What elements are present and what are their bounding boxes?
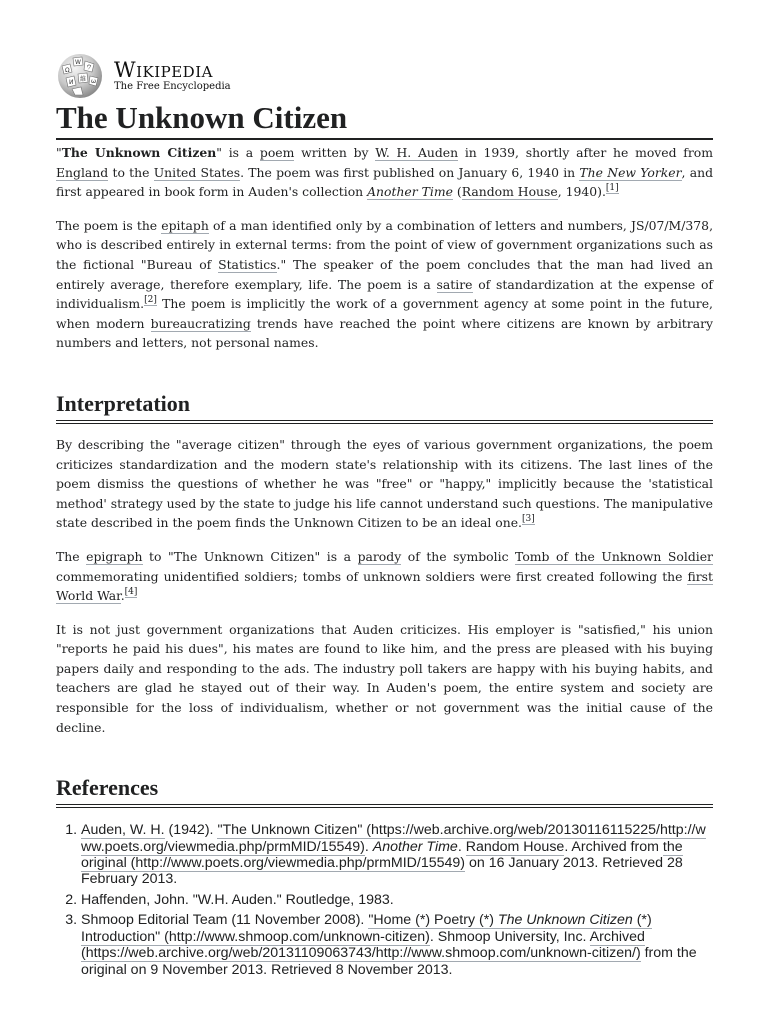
globe-glyph: 維 [80, 76, 87, 83]
ref3-shmoop-link[interactable]: "Home (*) Poetry (*) The Unknown Citizen (*) Introduction" (http://www.shmoop.com/unknown-citizen) [81, 912, 652, 945]
link-statistics[interactable]: Statistics [218, 256, 277, 272]
link-random-house[interactable]: Random House [461, 184, 558, 200]
ref3-archived-link[interactable]: Archived (https://web.archive.org/web/20131109063743/http://www.shmoop.com/unknown-citizen/) [81, 928, 645, 962]
globe-glyph: И [69, 79, 74, 86]
site-name: Wikipedia [114, 58, 213, 82]
link-parody[interactable]: parody [357, 548, 402, 564]
wikipedia-globe-logo [56, 52, 104, 100]
link-auden[interactable]: W. H. Auden [375, 145, 459, 160]
link-first-world-war[interactable]: first World War [56, 568, 713, 604]
reference-item: 1. Auden, W. H. (1942). "The Unknown Citizen" (https://web.archive.org/web/20130116115225/http://www.poets.org/viewmedia.php/prmMID/15549). Another Time. Random House. Archived from the original (http://www.poets.org/viewmedia.php/prmMID/15549) on 16 January 2013. Retrieved 28 February 2013. [81, 822, 713, 888]
heading-interpretation: Interpretation [56, 391, 713, 424]
ref1-original-link[interactable]: the original (http://www.poets.org/viewmedia.php/prmMID/15549) [81, 838, 683, 872]
link-new-yorker[interactable]: The New Yorker [579, 164, 682, 180]
reference-item: 3. Shmoop Editorial Team (11 November 2008). "Home (*) Poetry (*) The Unknown Citizen (*) Introduction" (http://www.shmoop.com/unknown-citizen). Shmoop University, Inc. Archived (https://web.archive.org/web/20131109063743/http://www.shmoop.com/unknown-citizen/) from the original on 9 November 2013. Retrieved 8 November 2013. [81, 912, 713, 978]
interpretation-paragraph-3: It is not just government organizations that Auden criticizes. His employer is "satisfied," his union "reports he paid his dues", his mates are found to like him, and the press are pleased with his buying papers daily and responding to the ads. The industry poll takers are happy with his buying habits, and teachers are glad he stayed out of their way. In Auden's poem, the entire system and society are responsible for the loss of individualism, whether or not government was the initial cause of the decline. [56, 621, 713, 735]
reference-item: 2. Haffenden, John. "W.H. Auden." Routledge, 1983. [81, 892, 713, 908]
ref1-archive-link[interactable]: "The Unknown Citizen" (https://web.archive.org/web/20130116115225/http://www.poets.org/viewmedia.php/prmMID/15549) [81, 822, 706, 855]
site-brand[interactable] [56, 52, 713, 100]
citation-3[interactable]: [3] [521, 514, 535, 525]
link-satire[interactable]: satire [436, 276, 473, 292]
link-united-states[interactable]: United States [153, 164, 241, 180]
lead-paragraph-2: The poem is the epitaph of a man identified only by a combination of letters and numbers, JS/07/M/378, who is described entirely in external terms: from the point of view of government organizations such as the fictional "Bureau of Statistics." The speaker of the poem concludes that the man had lived an entirely average, therefore exemplary, life. The poem is a satire of standardization at the expense of individualism.[2] The poem is implicitly the work of a government agency at some point in the future, when modern bureaucratizing trends have reached the point where citizens are known by arbitrary numbers and letters, not personal names. [56, 217, 714, 351]
globe-glyph: Ω [65, 67, 70, 74]
globe-glyph: W [75, 59, 81, 66]
lead-paragraph-1: "The Unknown Citizen" is a poem written by W. H. Auden in 1939, shortly after he moved from England to the United States. The poem was first published on January 6, 1940 in The New Yorker, and first appeared in book form in Auden's collection Another Time (Random House, 1940).[1] [56, 145, 713, 200]
wordmark [114, 59, 231, 93]
title-bold: The Unknown Citizen [61, 145, 217, 160]
citation-4[interactable]: [4] [124, 587, 138, 598]
citation-1[interactable]: [1] [605, 183, 619, 194]
link-another-time[interactable]: Another Time [367, 184, 453, 200]
page-title: The Unknown Citizen [56, 100, 713, 140]
article [56, 52, 713, 982]
globe-glyph: ω [91, 78, 97, 85]
interpretation-paragraph-1: By describing the "average citizen" through the eyes of various government organizations, the poem criticizes standardization and the modern state's relationship with its citizens. The last lines of the poem dismiss the questions of whether he was "free" or "happy," implicitly because the 'statistical method' strategy used by the state to judge his life cannot understand such questions. The manipulative state described in the poem finds the Unknown Citizen to be an ideal one.[3] [56, 436, 713, 531]
citation-2[interactable]: [2] [144, 295, 157, 306]
reference-list [56, 822, 713, 978]
link-bureaucratizing[interactable]: bureaucratizing [150, 315, 251, 331]
ref1-author-link[interactable]: Auden, W. H. [81, 822, 165, 839]
link-poem[interactable]: poem [259, 145, 295, 160]
heading-references: References [56, 775, 713, 808]
globe-glyph: ウ [86, 64, 93, 71]
site-tagline: The Free Encyclopedia [114, 81, 231, 92]
link-epigraph[interactable]: epigraph [86, 548, 143, 564]
ref1-publisher-link[interactable]: Random House [465, 838, 565, 855]
link-england[interactable]: England [56, 164, 109, 180]
interpretation-paragraph-2: The epigraph to "The Unknown Citizen" is a parody of the symbolic Tomb of the Unknown Soldier commemorating unidentified soldiers; tombs of unknown soldiers were first created following the first World War.[4] [56, 548, 713, 604]
link-tomb-unknown-soldier[interactable]: Tomb of the Unknown Soldier [515, 548, 713, 564]
link-epitaph[interactable]: epitaph [161, 217, 209, 233]
